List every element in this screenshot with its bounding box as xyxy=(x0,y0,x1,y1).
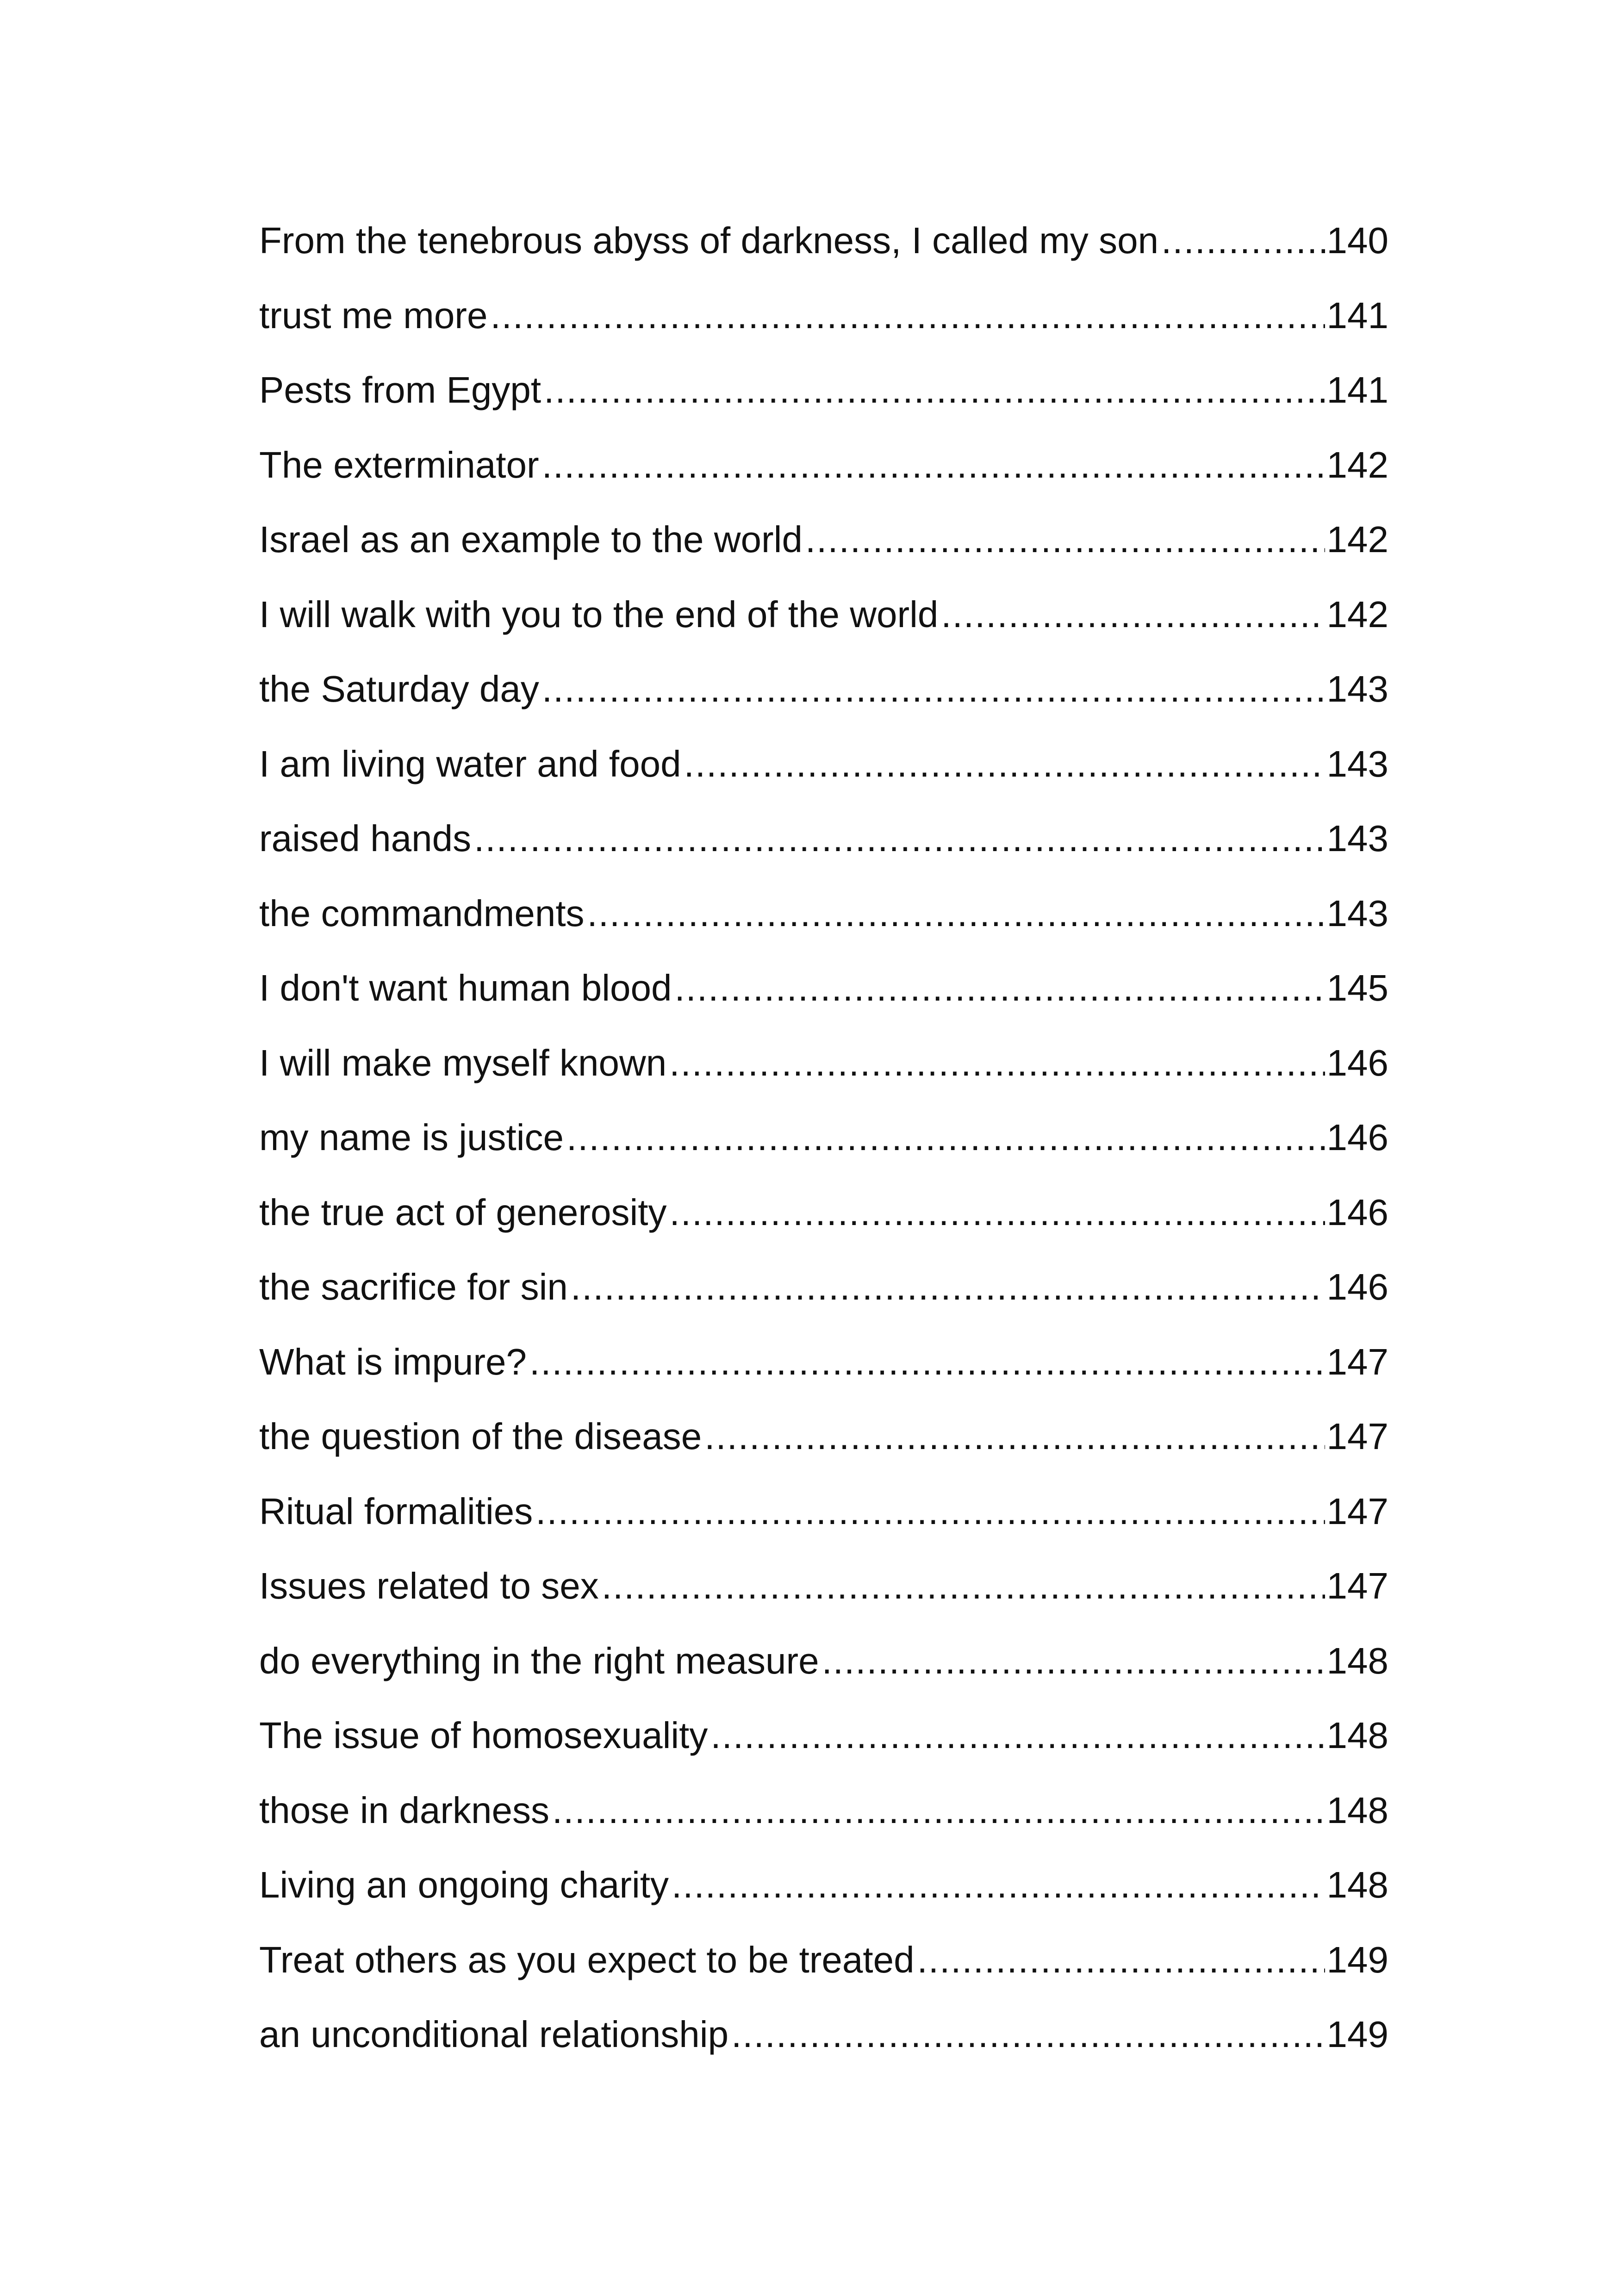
toc-dot-leader xyxy=(566,1114,1325,1161)
toc-entry xyxy=(259,815,1388,890)
toc-dot-leader xyxy=(710,1712,1325,1759)
toc-entry-page: 140 xyxy=(1326,220,1388,261)
toc-entry-page: 147 xyxy=(1326,1341,1388,1382)
toc-entry-title: Pests from Egypt xyxy=(259,369,541,411)
toc-entry xyxy=(259,1189,1388,1264)
toc-entry xyxy=(259,741,1388,816)
toc-entry xyxy=(259,1339,1388,1414)
toc-entry xyxy=(259,1413,1388,1488)
toc-dot-leader xyxy=(731,2011,1325,2058)
toc-entry-title: raised hands xyxy=(259,818,472,859)
toc-entry-title: I will make myself known xyxy=(259,1042,667,1083)
toc-entry xyxy=(259,965,1388,1040)
toc-dot-leader xyxy=(1161,218,1325,264)
toc-entry-page: 142 xyxy=(1326,519,1388,560)
toc-dot-leader xyxy=(602,1563,1325,1609)
toc-dot-leader xyxy=(822,1638,1325,1684)
toc-dot-leader xyxy=(674,965,1325,1011)
toc-dot-leader xyxy=(490,292,1325,339)
toc-entry xyxy=(259,1638,1388,1713)
toc-entry-title: trust me more xyxy=(259,294,488,336)
toc-entry xyxy=(259,591,1388,666)
toc-entry xyxy=(259,1563,1388,1638)
toc-entry-page: 142 xyxy=(1326,444,1388,485)
toc-entry xyxy=(259,890,1388,965)
toc-entry xyxy=(259,1712,1388,1787)
toc-entry-page: 148 xyxy=(1326,1715,1388,1756)
toc-dot-leader xyxy=(670,1189,1325,1236)
table-of-contents xyxy=(259,218,1388,2086)
toc-entry-title: do everything in the right measure xyxy=(259,1640,819,1681)
toc-dot-leader xyxy=(571,1264,1325,1310)
toc-entry-page: 148 xyxy=(1326,1864,1388,1905)
toc-entry-title: Issues related to sex xyxy=(259,1565,599,1606)
toc-entry xyxy=(259,2011,1388,2086)
toc-entry xyxy=(259,1114,1388,1189)
toc-entry-page: 148 xyxy=(1326,1789,1388,1831)
toc-entry-page: 149 xyxy=(1326,2014,1388,2055)
toc-entry-page: 146 xyxy=(1326,1191,1388,1233)
toc-entry xyxy=(259,292,1388,367)
toc-entry-title: the sacrifice for sin xyxy=(259,1266,568,1307)
toc-dot-leader xyxy=(587,890,1325,937)
toc-entry-title: From the tenebrous abyss of darkness, I called my son xyxy=(259,220,1159,261)
toc-entry-page: 141 xyxy=(1326,369,1388,411)
toc-dot-leader xyxy=(672,1862,1325,1908)
toc-entry-page: 143 xyxy=(1326,892,1388,934)
toc-entry-title: the commandments xyxy=(259,892,585,934)
toc-entry-title: the question of the disease xyxy=(259,1416,702,1457)
toc-dot-leader xyxy=(805,516,1325,563)
toc-entry xyxy=(259,1488,1388,1563)
toc-entry-title: I will walk with you to the end of the world xyxy=(259,593,939,635)
toc-entry xyxy=(259,1862,1388,1937)
toc-entry-page: 143 xyxy=(1326,743,1388,784)
toc-entry xyxy=(259,1787,1388,1862)
toc-entry xyxy=(259,1937,1388,2012)
toc-dot-leader xyxy=(544,367,1325,413)
toc-dot-leader xyxy=(552,1787,1325,1834)
toc-entry-title: the true act of generosity xyxy=(259,1191,667,1233)
toc-entry-title: an unconditional relationship xyxy=(259,2014,729,2055)
toc-entry-page: 147 xyxy=(1326,1490,1388,1532)
toc-entry-page: 146 xyxy=(1326,1042,1388,1083)
toc-entry-page: 147 xyxy=(1326,1416,1388,1457)
toc-entry xyxy=(259,516,1388,591)
toc-entry-page: 141 xyxy=(1326,294,1388,336)
toc-entry xyxy=(259,1264,1388,1339)
toc-entry-title: What is impure? xyxy=(259,1341,527,1382)
toc-entry-title: The issue of homosexuality xyxy=(259,1715,708,1756)
toc-entry-title: The exterminator xyxy=(259,444,539,485)
toc-entry-title: my name is justice xyxy=(259,1117,564,1158)
toc-dot-leader xyxy=(684,741,1325,787)
toc-entry-title: Ritual formalities xyxy=(259,1490,533,1532)
toc-entry-page: 147 xyxy=(1326,1565,1388,1606)
toc-dot-leader xyxy=(704,1413,1325,1460)
toc-dot-leader xyxy=(529,1339,1325,1385)
toc-entry-title: Living an ongoing charity xyxy=(259,1864,669,1905)
toc-dot-leader xyxy=(669,1040,1325,1086)
toc-dot-leader xyxy=(542,442,1325,488)
toc-entry-title: I don't want human blood xyxy=(259,967,672,1008)
toc-entry xyxy=(259,367,1388,442)
toc-entry-page: 148 xyxy=(1326,1640,1388,1681)
toc-dot-leader xyxy=(542,666,1325,712)
toc-entry xyxy=(259,666,1388,741)
toc-entry xyxy=(259,218,1388,292)
toc-dot-leader xyxy=(474,815,1325,862)
toc-entry-page: 149 xyxy=(1326,1939,1388,1980)
toc-entry-page: 143 xyxy=(1326,818,1388,859)
toc-entry-page: 142 xyxy=(1326,593,1388,635)
toc-entry-page: 145 xyxy=(1326,967,1388,1008)
toc-dot-leader xyxy=(941,591,1325,638)
toc-entry-title: Israel as an example to the world xyxy=(259,519,803,560)
toc-entry-title: those in darkness xyxy=(259,1789,550,1831)
toc-entry-title: Treat others as you expect to be treated xyxy=(259,1939,915,1980)
toc-entry-page: 143 xyxy=(1326,668,1388,709)
toc-dot-leader xyxy=(917,1937,1325,1983)
toc-entry xyxy=(259,442,1388,517)
toc-entry-page: 146 xyxy=(1326,1266,1388,1307)
toc-entry-title: I am living water and food xyxy=(259,743,681,784)
toc-entry-title: the Saturday day xyxy=(259,668,539,709)
toc-dot-leader xyxy=(535,1488,1325,1535)
toc-entry xyxy=(259,1040,1388,1115)
toc-entry-page: 146 xyxy=(1326,1117,1388,1158)
